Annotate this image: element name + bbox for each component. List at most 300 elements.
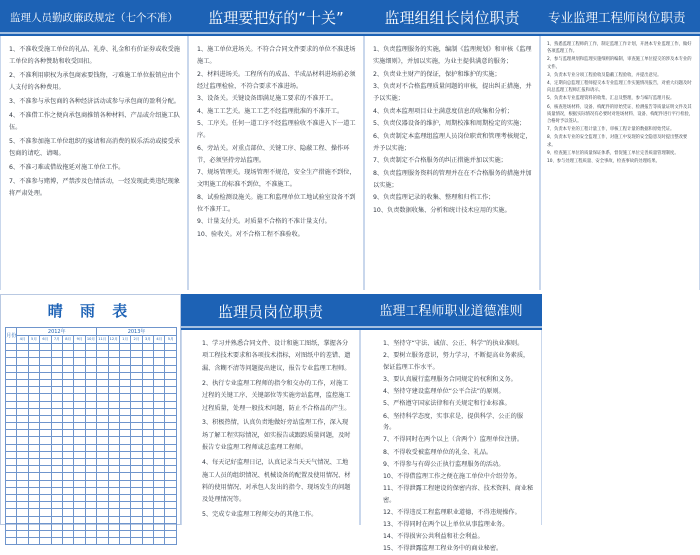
weather-cell[interactable] <box>142 516 153 523</box>
weather-cell[interactable] <box>154 430 165 437</box>
weather-cell[interactable] <box>51 401 62 408</box>
weather-cell[interactable] <box>119 459 130 466</box>
weather-cell[interactable] <box>131 430 142 437</box>
weather-cell[interactable] <box>62 502 73 509</box>
weather-cell[interactable] <box>154 523 165 530</box>
weather-cell[interactable] <box>74 444 85 451</box>
weather-cell[interactable] <box>17 401 28 408</box>
weather-cell[interactable] <box>108 530 119 537</box>
weather-cell[interactable] <box>165 387 177 394</box>
weather-cell[interactable] <box>154 466 165 473</box>
weather-cell[interactable] <box>40 516 51 523</box>
weather-cell[interactable] <box>142 444 153 451</box>
weather-cell[interactable] <box>97 466 108 473</box>
weather-cell[interactable] <box>40 538 51 545</box>
weather-cell[interactable] <box>142 430 153 437</box>
weather-cell[interactable] <box>85 344 96 351</box>
weather-cell[interactable] <box>85 451 96 458</box>
weather-cell[interactable] <box>142 365 153 372</box>
weather-cell[interactable] <box>74 538 85 545</box>
weather-cell[interactable] <box>28 502 39 509</box>
weather-cell[interactable] <box>108 430 119 437</box>
weather-cell[interactable] <box>108 473 119 480</box>
weather-cell[interactable] <box>17 394 28 401</box>
weather-cell[interactable] <box>154 351 165 358</box>
weather-cell[interactable] <box>17 408 28 415</box>
weather-cell[interactable] <box>97 494 108 501</box>
weather-cell[interactable] <box>85 523 96 530</box>
weather-cell[interactable] <box>74 401 85 408</box>
weather-cell[interactable] <box>28 372 39 379</box>
weather-cell[interactable] <box>165 344 177 351</box>
weather-cell[interactable] <box>142 466 153 473</box>
weather-cell[interactable] <box>40 394 51 401</box>
weather-cell[interactable] <box>165 358 177 365</box>
weather-cell[interactable] <box>165 502 177 509</box>
weather-cell[interactable] <box>97 523 108 530</box>
weather-cell[interactable] <box>40 401 51 408</box>
weather-cell[interactable] <box>85 415 96 422</box>
weather-cell[interactable] <box>108 344 119 351</box>
weather-cell[interactable] <box>28 444 39 451</box>
weather-cell[interactable] <box>165 394 177 401</box>
weather-cell[interactable] <box>40 466 51 473</box>
weather-cell[interactable] <box>51 459 62 466</box>
weather-cell[interactable] <box>142 509 153 516</box>
weather-cell[interactable] <box>74 473 85 480</box>
weather-cell[interactable] <box>108 387 119 394</box>
weather-cell[interactable] <box>28 509 39 516</box>
weather-cell[interactable] <box>17 516 28 523</box>
weather-cell[interactable] <box>40 415 51 422</box>
weather-cell[interactable] <box>154 344 165 351</box>
weather-cell[interactable] <box>51 415 62 422</box>
weather-cell[interactable] <box>17 523 28 530</box>
weather-cell[interactable] <box>142 423 153 430</box>
weather-cell[interactable] <box>62 466 73 473</box>
weather-cell[interactable] <box>51 365 62 372</box>
weather-cell[interactable] <box>108 480 119 487</box>
weather-cell[interactable] <box>131 509 142 516</box>
weather-cell[interactable] <box>40 523 51 530</box>
weather-cell[interactable] <box>51 530 62 537</box>
weather-cell[interactable] <box>108 401 119 408</box>
weather-cell[interactable] <box>119 379 130 386</box>
weather-cell[interactable] <box>28 365 39 372</box>
weather-cell[interactable] <box>74 430 85 437</box>
weather-cell[interactable] <box>154 473 165 480</box>
weather-cell[interactable] <box>17 473 28 480</box>
weather-cell[interactable] <box>165 372 177 379</box>
weather-cell[interactable] <box>108 379 119 386</box>
weather-cell[interactable] <box>62 387 73 394</box>
weather-cell[interactable] <box>28 394 39 401</box>
weather-cell[interactable] <box>85 351 96 358</box>
weather-cell[interactable] <box>165 415 177 422</box>
weather-cell[interactable] <box>85 358 96 365</box>
weather-cell[interactable] <box>85 394 96 401</box>
weather-cell[interactable] <box>97 473 108 480</box>
weather-cell[interactable] <box>131 415 142 422</box>
weather-cell[interactable] <box>74 372 85 379</box>
weather-cell[interactable] <box>28 430 39 437</box>
weather-cell[interactable] <box>165 430 177 437</box>
weather-cell[interactable] <box>142 387 153 394</box>
weather-cell[interactable] <box>28 437 39 444</box>
weather-cell[interactable] <box>97 351 108 358</box>
weather-cell[interactable] <box>62 523 73 530</box>
weather-cell[interactable] <box>17 372 28 379</box>
weather-cell[interactable] <box>165 487 177 494</box>
weather-cell[interactable] <box>131 459 142 466</box>
weather-cell[interactable] <box>108 394 119 401</box>
weather-cell[interactable] <box>142 379 153 386</box>
weather-cell[interactable] <box>17 459 28 466</box>
weather-cell[interactable] <box>165 509 177 516</box>
weather-cell[interactable] <box>131 344 142 351</box>
weather-cell[interactable] <box>119 466 130 473</box>
weather-cell[interactable] <box>74 516 85 523</box>
weather-cell[interactable] <box>119 530 130 537</box>
weather-cell[interactable] <box>131 451 142 458</box>
weather-cell[interactable] <box>142 480 153 487</box>
weather-cell[interactable] <box>17 387 28 394</box>
weather-cell[interactable] <box>85 401 96 408</box>
weather-cell[interactable] <box>74 459 85 466</box>
weather-cell[interactable] <box>17 344 28 351</box>
weather-cell[interactable] <box>51 451 62 458</box>
weather-cell[interactable] <box>97 430 108 437</box>
weather-cell[interactable] <box>154 379 165 386</box>
weather-cell[interactable] <box>165 437 177 444</box>
weather-cell[interactable] <box>131 387 142 394</box>
weather-cell[interactable] <box>62 530 73 537</box>
weather-cell[interactable] <box>85 502 96 509</box>
weather-cell[interactable] <box>165 379 177 386</box>
weather-cell[interactable] <box>51 509 62 516</box>
weather-cell[interactable] <box>40 351 51 358</box>
weather-cell[interactable] <box>40 372 51 379</box>
weather-cell[interactable] <box>131 538 142 545</box>
weather-cell[interactable] <box>154 394 165 401</box>
weather-cell[interactable] <box>62 430 73 437</box>
weather-cell[interactable] <box>154 480 165 487</box>
weather-cell[interactable] <box>17 487 28 494</box>
weather-cell[interactable] <box>131 437 142 444</box>
weather-cell[interactable] <box>17 379 28 386</box>
weather-cell[interactable] <box>97 423 108 430</box>
weather-cell[interactable] <box>97 387 108 394</box>
weather-cell[interactable] <box>17 415 28 422</box>
weather-cell[interactable] <box>119 365 130 372</box>
weather-cell[interactable] <box>142 530 153 537</box>
weather-cell[interactable] <box>17 437 28 444</box>
weather-cell[interactable] <box>131 358 142 365</box>
weather-cell[interactable] <box>17 466 28 473</box>
weather-cell[interactable] <box>131 365 142 372</box>
weather-cell[interactable] <box>97 408 108 415</box>
weather-cell[interactable] <box>119 473 130 480</box>
weather-cell[interactable] <box>165 494 177 501</box>
weather-cell[interactable] <box>154 358 165 365</box>
weather-cell[interactable] <box>108 538 119 545</box>
weather-cell[interactable] <box>97 372 108 379</box>
weather-cell[interactable] <box>108 502 119 509</box>
weather-cell[interactable] <box>142 358 153 365</box>
weather-cell[interactable] <box>62 459 73 466</box>
weather-cell[interactable] <box>142 344 153 351</box>
weather-cell[interactable] <box>142 437 153 444</box>
weather-cell[interactable] <box>154 494 165 501</box>
weather-cell[interactable] <box>108 358 119 365</box>
weather-cell[interactable] <box>108 423 119 430</box>
weather-cell[interactable] <box>119 523 130 530</box>
weather-cell[interactable] <box>51 444 62 451</box>
weather-cell[interactable] <box>119 430 130 437</box>
weather-cell[interactable] <box>40 437 51 444</box>
weather-cell[interactable] <box>51 538 62 545</box>
weather-cell[interactable] <box>97 401 108 408</box>
weather-cell[interactable] <box>108 487 119 494</box>
weather-cell[interactable] <box>62 423 73 430</box>
weather-cell[interactable] <box>142 351 153 358</box>
weather-cell[interactable] <box>119 538 130 545</box>
weather-cell[interactable] <box>131 516 142 523</box>
weather-cell[interactable] <box>85 530 96 537</box>
weather-cell[interactable] <box>62 451 73 458</box>
weather-cell[interactable] <box>154 516 165 523</box>
weather-cell[interactable] <box>17 509 28 516</box>
weather-cell[interactable] <box>74 494 85 501</box>
weather-cell[interactable] <box>51 358 62 365</box>
weather-cell[interactable] <box>28 466 39 473</box>
weather-cell[interactable] <box>108 494 119 501</box>
weather-cell[interactable] <box>85 444 96 451</box>
weather-cell[interactable] <box>62 509 73 516</box>
weather-cell[interactable] <box>28 451 39 458</box>
weather-cell[interactable] <box>62 358 73 365</box>
weather-cell[interactable] <box>85 538 96 545</box>
weather-cell[interactable] <box>74 394 85 401</box>
weather-cell[interactable] <box>51 387 62 394</box>
weather-cell[interactable] <box>97 459 108 466</box>
weather-cell[interactable] <box>119 487 130 494</box>
weather-cell[interactable] <box>165 408 177 415</box>
weather-cell[interactable] <box>74 365 85 372</box>
weather-cell[interactable] <box>97 379 108 386</box>
weather-cell[interactable] <box>85 480 96 487</box>
weather-cell[interactable] <box>154 487 165 494</box>
weather-cell[interactable] <box>142 494 153 501</box>
weather-cell[interactable] <box>40 344 51 351</box>
weather-cell[interactable] <box>108 408 119 415</box>
weather-cell[interactable] <box>28 344 39 351</box>
weather-cell[interactable] <box>40 473 51 480</box>
weather-cell[interactable] <box>28 387 39 394</box>
weather-cell[interactable] <box>97 502 108 509</box>
weather-cell[interactable] <box>119 516 130 523</box>
weather-cell[interactable] <box>97 394 108 401</box>
weather-cell[interactable] <box>142 487 153 494</box>
weather-cell[interactable] <box>119 408 130 415</box>
weather-cell[interactable] <box>40 358 51 365</box>
weather-cell[interactable] <box>40 365 51 372</box>
weather-cell[interactable] <box>62 408 73 415</box>
weather-cell[interactable] <box>51 523 62 530</box>
weather-cell[interactable] <box>154 401 165 408</box>
weather-cell[interactable] <box>119 401 130 408</box>
weather-cell[interactable] <box>142 401 153 408</box>
weather-cell[interactable] <box>85 459 96 466</box>
weather-cell[interactable] <box>74 437 85 444</box>
weather-cell[interactable] <box>17 423 28 430</box>
weather-cell[interactable] <box>154 502 165 509</box>
weather-cell[interactable] <box>119 480 130 487</box>
weather-cell[interactable] <box>28 480 39 487</box>
weather-cell[interactable] <box>74 509 85 516</box>
weather-cell[interactable] <box>28 530 39 537</box>
weather-cell[interactable] <box>62 365 73 372</box>
weather-cell[interactable] <box>165 423 177 430</box>
weather-cell[interactable] <box>74 408 85 415</box>
weather-cell[interactable] <box>97 444 108 451</box>
weather-cell[interactable] <box>17 502 28 509</box>
weather-cell[interactable] <box>85 408 96 415</box>
weather-cell[interactable] <box>74 379 85 386</box>
weather-cell[interactable] <box>154 509 165 516</box>
weather-cell[interactable] <box>51 372 62 379</box>
weather-cell[interactable] <box>131 530 142 537</box>
weather-cell[interactable] <box>62 516 73 523</box>
weather-cell[interactable] <box>62 372 73 379</box>
weather-cell[interactable] <box>97 538 108 545</box>
weather-cell[interactable] <box>51 408 62 415</box>
weather-cell[interactable] <box>154 538 165 545</box>
weather-cell[interactable] <box>131 523 142 530</box>
weather-cell[interactable] <box>17 538 28 545</box>
weather-cell[interactable] <box>28 473 39 480</box>
weather-cell[interactable] <box>119 451 130 458</box>
weather-cell[interactable] <box>142 538 153 545</box>
weather-cell[interactable] <box>17 444 28 451</box>
weather-cell[interactable] <box>62 415 73 422</box>
weather-cell[interactable] <box>119 502 130 509</box>
weather-cell[interactable] <box>142 372 153 379</box>
weather-cell[interactable] <box>97 415 108 422</box>
weather-cell[interactable] <box>108 509 119 516</box>
weather-cell[interactable] <box>165 530 177 537</box>
weather-cell[interactable] <box>131 401 142 408</box>
weather-cell[interactable] <box>28 494 39 501</box>
weather-cell[interactable] <box>131 473 142 480</box>
weather-cell[interactable] <box>108 351 119 358</box>
weather-cell[interactable] <box>74 351 85 358</box>
weather-cell[interactable] <box>28 379 39 386</box>
weather-cell[interactable] <box>131 487 142 494</box>
weather-cell[interactable] <box>119 358 130 365</box>
weather-cell[interactable] <box>74 423 85 430</box>
weather-cell[interactable] <box>62 344 73 351</box>
weather-cell[interactable] <box>142 502 153 509</box>
weather-cell[interactable] <box>119 344 130 351</box>
weather-cell[interactable] <box>131 444 142 451</box>
weather-cell[interactable] <box>142 415 153 422</box>
weather-cell[interactable] <box>85 516 96 523</box>
weather-cell[interactable] <box>51 480 62 487</box>
weather-cell[interactable] <box>28 538 39 545</box>
weather-cell[interactable] <box>85 372 96 379</box>
weather-cell[interactable] <box>97 487 108 494</box>
weather-cell[interactable] <box>62 494 73 501</box>
weather-cell[interactable] <box>165 480 177 487</box>
weather-cell[interactable] <box>28 351 39 358</box>
weather-cell[interactable] <box>40 430 51 437</box>
weather-cell[interactable] <box>97 480 108 487</box>
weather-cell[interactable] <box>74 415 85 422</box>
weather-cell[interactable] <box>28 459 39 466</box>
weather-cell[interactable] <box>17 358 28 365</box>
weather-cell[interactable] <box>165 451 177 458</box>
weather-cell[interactable] <box>154 387 165 394</box>
weather-cell[interactable] <box>154 365 165 372</box>
weather-cell[interactable] <box>97 437 108 444</box>
weather-cell[interactable] <box>74 480 85 487</box>
weather-cell[interactable] <box>85 509 96 516</box>
weather-cell[interactable] <box>108 365 119 372</box>
weather-cell[interactable] <box>97 509 108 516</box>
weather-cell[interactable] <box>131 466 142 473</box>
weather-cell[interactable] <box>85 387 96 394</box>
weather-cell[interactable] <box>51 379 62 386</box>
weather-cell[interactable] <box>85 487 96 494</box>
weather-cell[interactable] <box>40 530 51 537</box>
weather-cell[interactable] <box>51 473 62 480</box>
weather-cell[interactable] <box>165 444 177 451</box>
weather-cell[interactable] <box>74 530 85 537</box>
weather-cell[interactable] <box>142 523 153 530</box>
weather-cell[interactable] <box>108 444 119 451</box>
weather-cell[interactable] <box>108 516 119 523</box>
weather-cell[interactable] <box>154 423 165 430</box>
weather-cell[interactable] <box>62 480 73 487</box>
weather-cell[interactable] <box>131 394 142 401</box>
weather-cell[interactable] <box>119 351 130 358</box>
weather-cell[interactable] <box>154 415 165 422</box>
weather-cell[interactable] <box>165 351 177 358</box>
weather-cell[interactable] <box>119 387 130 394</box>
weather-cell[interactable] <box>17 480 28 487</box>
weather-cell[interactable] <box>131 502 142 509</box>
weather-cell[interactable] <box>119 372 130 379</box>
weather-cell[interactable] <box>28 358 39 365</box>
weather-cell[interactable] <box>165 401 177 408</box>
weather-cell[interactable] <box>85 423 96 430</box>
weather-cell[interactable] <box>51 344 62 351</box>
weather-cell[interactable] <box>74 451 85 458</box>
weather-cell[interactable] <box>62 473 73 480</box>
weather-cell[interactable] <box>40 379 51 386</box>
weather-cell[interactable] <box>85 473 96 480</box>
weather-cell[interactable] <box>131 480 142 487</box>
weather-cell[interactable] <box>40 480 51 487</box>
weather-cell[interactable] <box>97 365 108 372</box>
weather-cell[interactable] <box>119 415 130 422</box>
weather-cell[interactable] <box>142 394 153 401</box>
weather-cell[interactable] <box>108 415 119 422</box>
weather-cell[interactable] <box>97 516 108 523</box>
weather-cell[interactable] <box>108 372 119 379</box>
weather-cell[interactable] <box>28 487 39 494</box>
